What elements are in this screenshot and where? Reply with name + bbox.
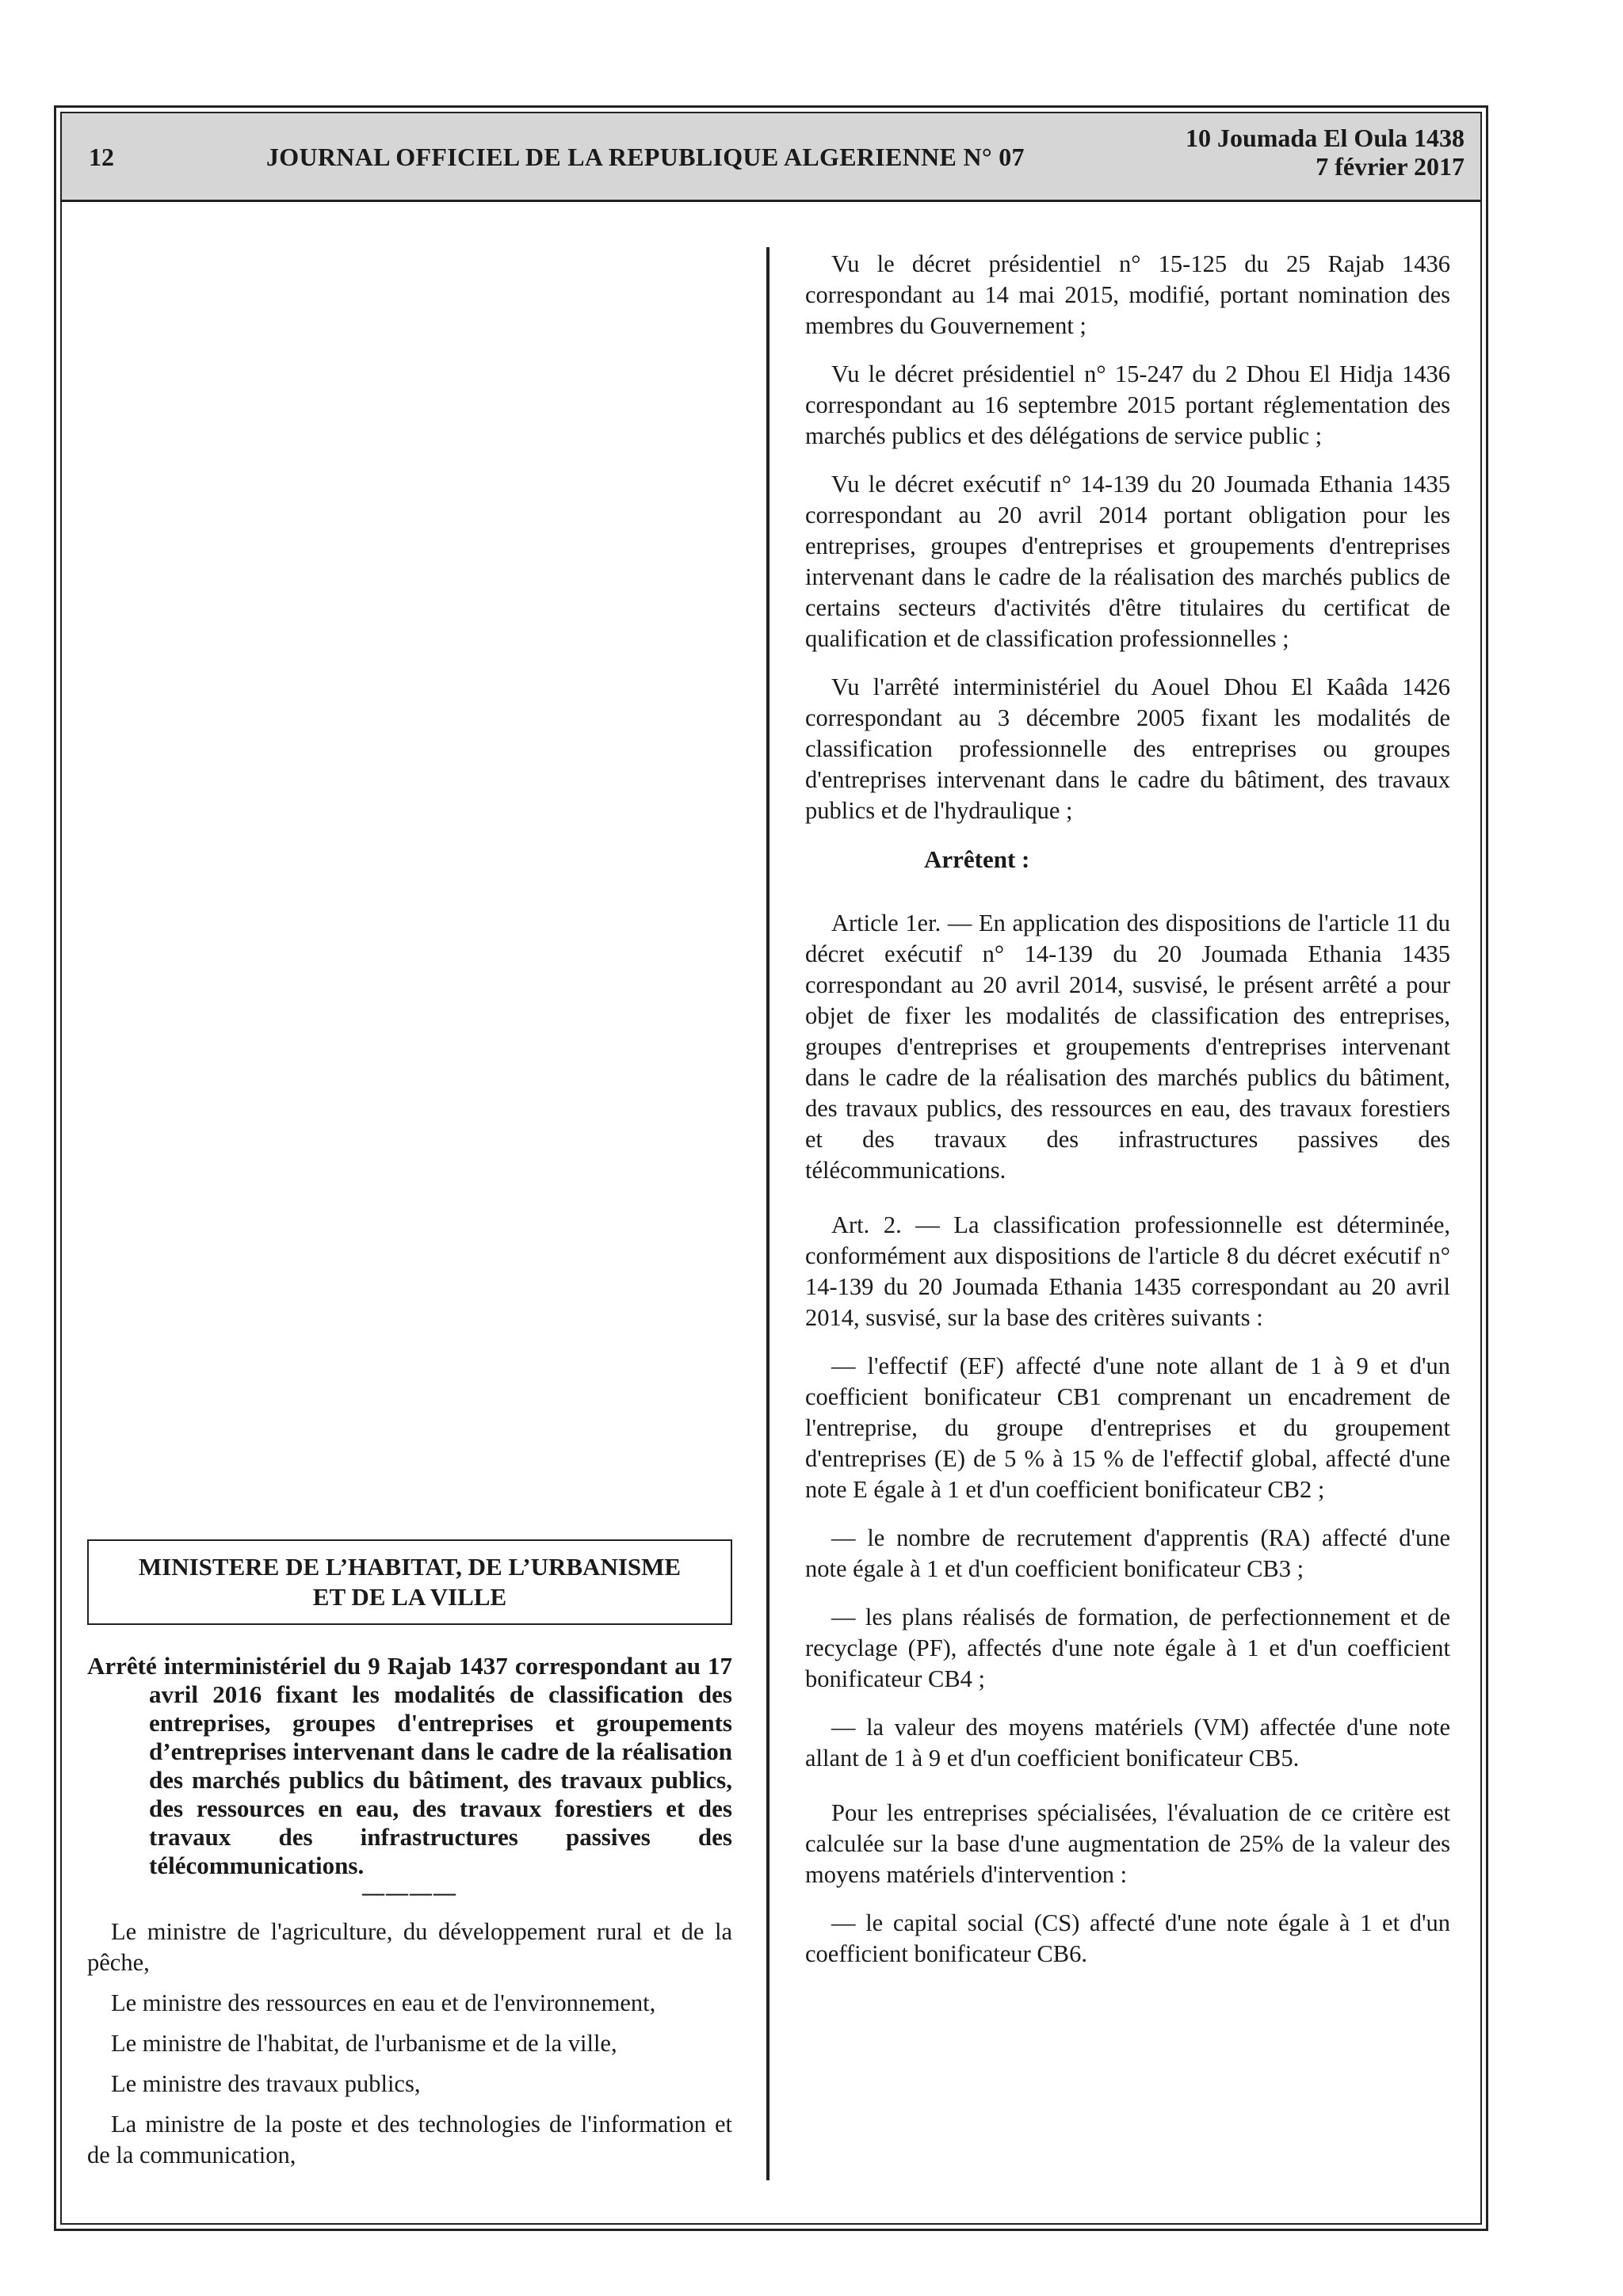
- ministry-heading-line1: MINISTERE DE L’HABITAT, DE L’URBANISME: [138, 1553, 682, 1581]
- visa-paragraph: Vu le décret présidentiel n° 15-125 du 25 Rajab 1436 correspondant au 14 mai 2015, modifié, portant nomination des membres du Gouvernement ;: [805, 250, 1450, 339]
- minister-line: Le ministre de l'agriculture, du développement rural et de la pêche,: [87, 1918, 732, 1976]
- journal-title: JOURNAL OFFICIEL DE LA REPUBLIQUE ALGERIENNE N° 07: [266, 143, 1025, 171]
- minister-line: Le ministre de l'habitat, de l'urbanisme et de la ville,: [111, 2030, 617, 2057]
- arretent-heading: Arrêtent :: [924, 845, 1030, 873]
- criterion-item: — la valeur des moyens matériels (VM) affectée d'une note allant de 1 à 9 et d'un coefficient bonificateur CB5.: [805, 1714, 1450, 1772]
- criterion-item: — le nombre de recrutement d'apprentis (RA) affecté d'une note égale à 1 et d'un coefficient bonificateur CB3 ;: [805, 1524, 1450, 1582]
- minister-line: La ministre de la poste et des technologies de l'information et de la communication,: [87, 2111, 732, 2168]
- criterion-item: — les plans réalisés de formation, de perfectionnement et de recyclage (PF), affectés d'une note égale à 1 et d'un coefficient bonificateur CB4 ;: [805, 1604, 1450, 1692]
- date-hijri: 10 Joumada El Oula 1438: [1185, 124, 1465, 152]
- minister-line: Le ministre des ressources en eau et de l'environnement,: [111, 1989, 656, 2016]
- specialised-note: Pour les entreprises spécialisées, l'évaluation de ce critère est calculée sur la base d'une augmentation de 25% de la valeur des moyens matériels d'intervention :: [805, 1799, 1450, 1888]
- ministry-heading-box: [87, 1539, 732, 1625]
- criterion-item: — le capital social (CS) affecté d'une note égale à 1 et d'un coefficient bonificateur CB6.: [805, 1909, 1450, 1967]
- article-2: Art. 2. — La classification professionnelle est déterminée, conformément aux dispositions de l'article 8 du décret exécutif n° 14-139 du 20 Joumada Ethania 1435 correspondant au 20 avril 2014, susvisé, sur la base des critères suivants :: [805, 1211, 1450, 1331]
- visa-paragraph: Vu le décret présidentiel n° 15-247 du 2 Dhou El Hidja 1436 correspondant au 16 septembre 2015 portant réglementation des marchés publics et des délégations de service public ;: [805, 360, 1450, 449]
- column-divider: [766, 247, 769, 2180]
- date-gregorian: 7 février 2017: [1316, 152, 1465, 181]
- minister-line: Le ministre des travaux publics,: [111, 2070, 421, 2097]
- separator-dashes: ————: [362, 1881, 457, 1905]
- article-1: Article 1er. — En application des dispositions de l'article 11 du décret exécutif n° 14-139 du 20 Joumada Ethania 1435 correspondant au 20 avril 2014, susvisé, le présent arrêté a pour objet de fixer les modalités de classification des entreprises, groupes d'entreprises et groupements d'entreprises intervenant dans le cadre de la réalisation des marchés publics du bâtiment, des travaux publics, des ressources en eau, des travaux forestiers et des travaux des infrastructures passives des télécommunications.: [805, 910, 1450, 1184]
- right-column: [805, 249, 1450, 1987]
- arrete-title: Arrêté interministériel du 9 Rajab 1437 correspondant au 17 avril 2016 fixant les modalités de classification des entreprises, groupes d'entreprises et groupements d’entreprises intervenant dans le cadre de la réalisation des marchés publics du bâtiment, des travaux publics, des ressources en eau, des travaux forestiers et des travaux des infrastructures passives des télécommunications.: [87, 1652, 732, 1879]
- ministry-heading-line2: ET DE LA VILLE: [312, 1583, 507, 1611]
- criterion-item: — l'effectif (EF) affecté d'une note allant de 1 à 9 et d'un coefficient bonificateur CB1 comprenant un encadrement de l'entreprise, du groupe d'entreprises et du groupement d'entreprises (E) de 5 % à 15 % de l'effectif global, affecté d'une note E égale à 1 et d'un coefficient bonificateur CB2 ;: [805, 1352, 1450, 1503]
- visa-paragraph: Vu le décret exécutif n° 14-139 du 20 Joumada Ethania 1435 correspondant au 20 avril 2014 portant obligation pour les entreprises, groupes d'entreprises et groupements d'entreprises intervenant dans le cadre de la réalisation des marchés publics de certains secteurs d'activités d'être titulaires du certificat de qualification et de classification professionnelles ;: [805, 471, 1450, 652]
- page-number: 12: [89, 143, 114, 171]
- left-column: [87, 1539, 732, 2180]
- visa-paragraph: Vu l'arrêté interministériel du Aouel Dhou El Kaâda 1426 correspondant au 3 décembre 2005 fixant les modalités de classification professionnelle des entreprises ou groupes d'entreprises intervenant dans le cadre du bâtiment, des travaux publics et de l'hydraulique ;: [805, 673, 1450, 824]
